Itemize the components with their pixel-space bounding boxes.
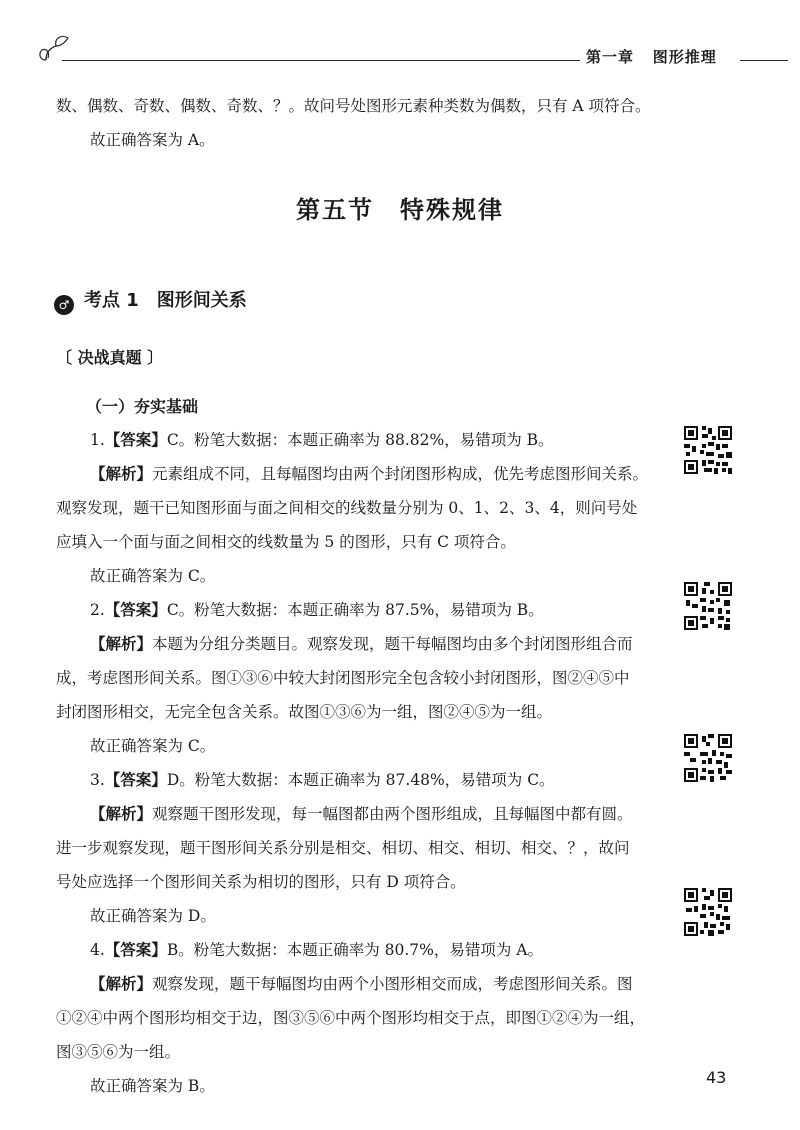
intro-line: 数、偶数、奇数、偶数、奇数、？。故问号处图形元素种类数为偶数，只有 A 项符合。 [56, 97, 651, 115]
q2-analysis-line: 封闭图形相交，无完全包含关系。故图①③⑥为一组，图②④⑤为一组。 [56, 703, 553, 721]
q1-conclusion: 故正确答案为 C。 [90, 567, 216, 585]
q3-answer-line: 3.【答案】D。粉笔大数据：本题正确率为 87.48%，易错项为 C。 [90, 771, 555, 789]
answer-tag: 【答案】 [104, 771, 167, 789]
q2-analysis-line: 【解析】本题为分组分类题目。观察发现，题干每幅图均由多个封闭图形组合而 [90, 635, 633, 653]
analysis-tag: 【解析】 [90, 635, 153, 653]
q1-answer-line: 1.【答案】C。粉笔大数据：本题正确率为 88.82%，易错项为 B。 [90, 431, 554, 449]
q4-conclusion: 故正确答案为 B。 [90, 1077, 215, 1095]
running-head [586, 46, 740, 67]
q3-analysis-line: 【解析】观察题干图形发现，每一幅图都由两个图形组成，且每幅图中都有圆。 [90, 805, 633, 823]
answer-tag: 【答案】 [104, 431, 167, 449]
q4-analysis-line: ①②④中两个图形均相交于边，图③⑤⑥中两个图形均相交于点，即图①②④为一组， [56, 1009, 646, 1027]
kaodian-badge-icon: ♂ [54, 295, 74, 315]
q3-conclusion: 故正确答案为 D。 [90, 907, 216, 925]
intro-conclusion: 故正确答案为 A。 [90, 131, 215, 149]
juezhan-heading: 〔 决战真题 〕 [56, 348, 164, 367]
qr-code-icon[interactable] [682, 886, 734, 938]
header-rule [62, 60, 580, 61]
q3-analysis-line: 进一步观察发现，题干图形间关系分别是相交、相切、相交、相切、相交、？，故问 [56, 839, 630, 857]
kaodian-heading [54, 286, 247, 315]
topic-label: 图形推理 [652, 48, 717, 66]
answer-tag: 【答案】 [104, 601, 167, 619]
q4-answer-line: 4.【答案】B。粉笔大数据：本题正确率为 80.7%，易错项为 A。 [90, 941, 543, 959]
page-number: 43 [706, 1068, 727, 1087]
q1-analysis-line: 【解析】元素组成不同，且每幅图均由两个封闭图形构成，优先考虑图形间关系。 [90, 465, 649, 483]
header-rule [740, 60, 788, 61]
q2-analysis-line: 成，考虑图形间关系。图①③⑥中较大封闭图形完全包含较小封闭图形，图②④⑤中 [56, 669, 630, 687]
q4-analysis-line: 【解析】观察发现，题干每幅图均由两个小图形相交而成，考虑图形间关系。图 [90, 975, 633, 993]
analysis-tag: 【解析】 [90, 465, 153, 483]
q2-answer-line: 2.【答案】C。粉笔大数据：本题正确率为 87.5%，易错项为 B。 [90, 601, 544, 619]
answer-tag: 【答案】 [104, 941, 167, 959]
qr-code-icon[interactable] [682, 424, 734, 476]
chapter-label: 第一章 [586, 48, 635, 66]
q1-analysis-line: 应填入一个面与面之间相交的线数量为 5 的图形，只有 C 项符合。 [56, 533, 516, 551]
q2-conclusion: 故正确答案为 C。 [90, 737, 216, 755]
q1-analysis-line: 观察发现，题干已知图形面与面之间相交的线数量分别为 0、1、2、3、4，则问号处 [56, 499, 638, 517]
q4-analysis-line: 图③⑤⑥为一组。 [56, 1043, 181, 1061]
analysis-tag: 【解析】 [90, 975, 153, 993]
subsection-heading: （一）夯实基础 [86, 397, 199, 416]
qr-code-icon[interactable] [682, 580, 734, 632]
sprout-icon [36, 30, 76, 64]
qr-code-icon[interactable] [682, 732, 734, 784]
analysis-tag: 【解析】 [90, 805, 153, 823]
kaodian-label: 考点 1 图形间关系 [84, 290, 247, 311]
q3-analysis-line: 号处应选择一个图形间关系为相切的图形，只有 D 项符合。 [56, 873, 466, 891]
section-title: 第五节 特殊规律 [296, 196, 504, 224]
